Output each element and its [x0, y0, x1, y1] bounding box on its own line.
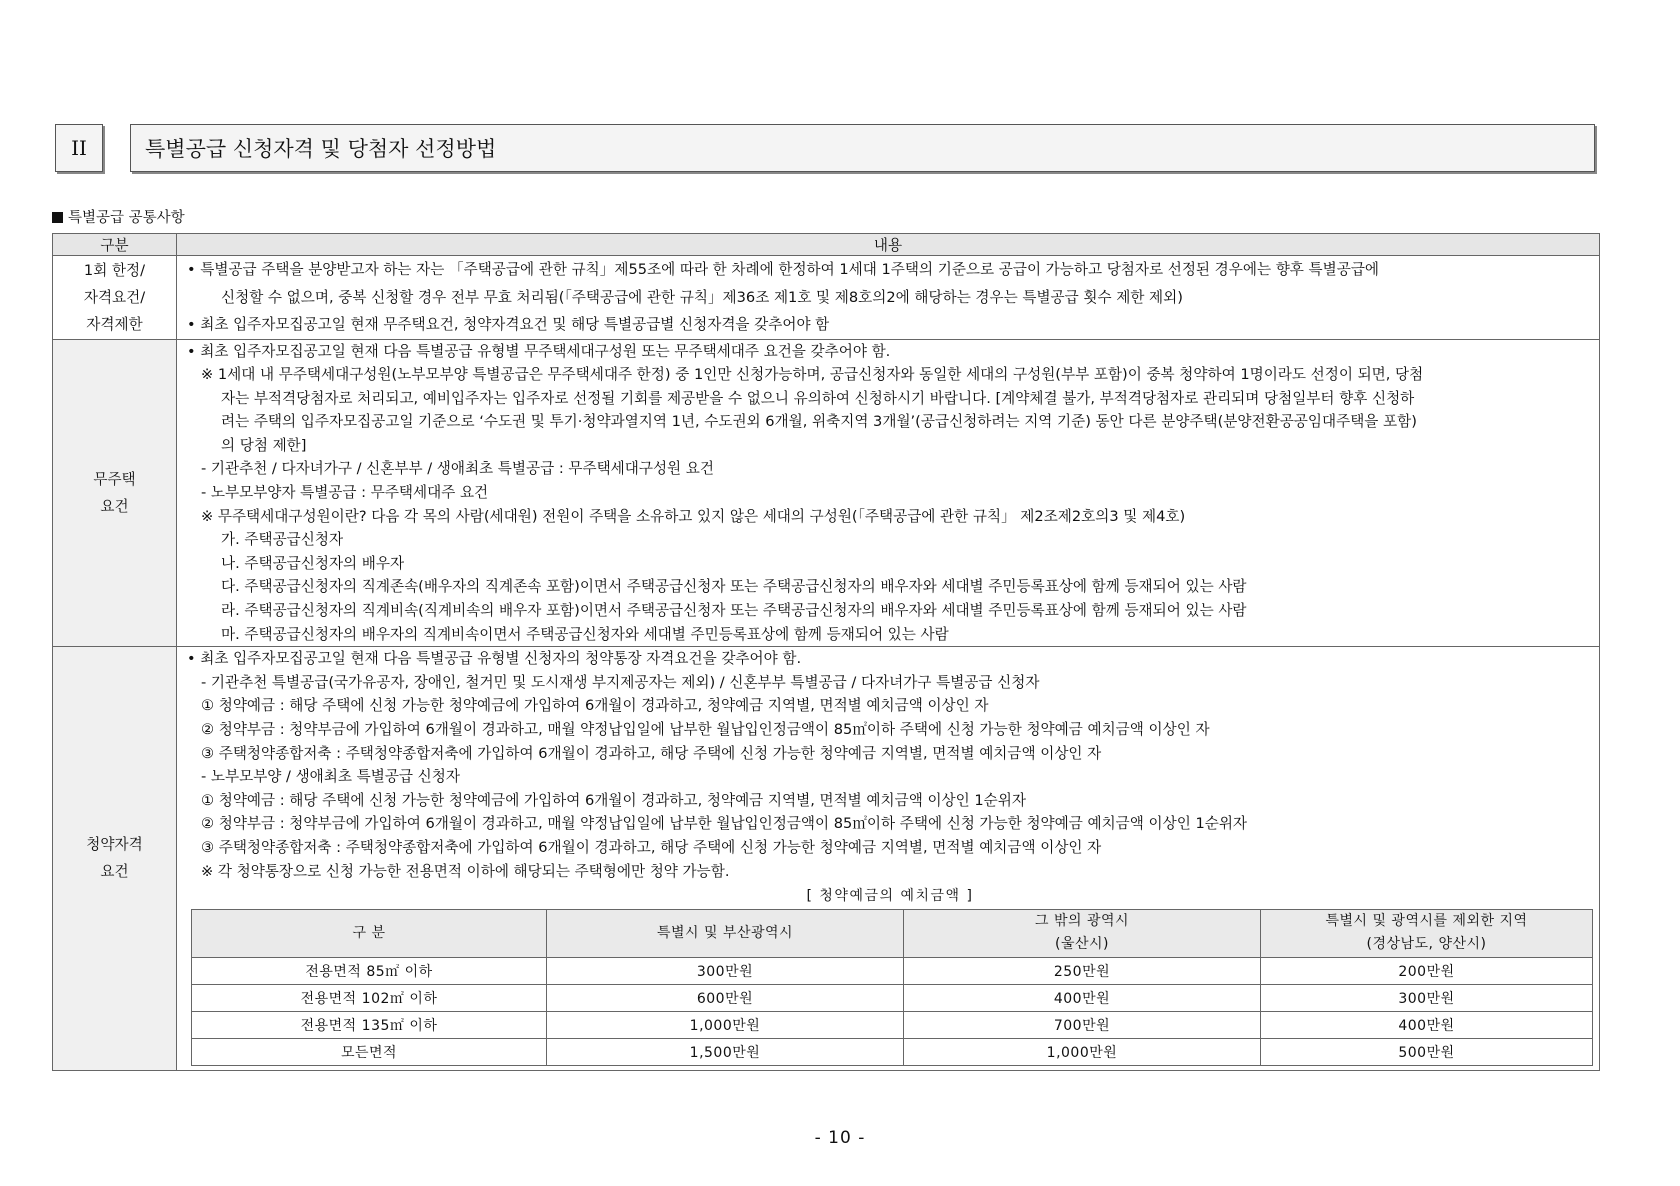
- content-line: ① 청약예금 : 해당 주택에 신청 가능한 청약예금에 가입하여 6개월이 경과하고, 청약예금 지역별, 면적별 예치금액 이상인 자: [201, 697, 989, 715]
- deposit-col-header: [1261, 909, 1593, 957]
- content-line: ② 청약부금 : 청약부금에 가입하여 6개월이 경과하고, 매월 약정납입일에 납부한 월납입인정금액이 85㎡이하 주택에 신청 가능한 청약예금 예치금액 이상인 자: [201, 721, 1210, 738]
- section-title: 특별공급 신청자격 및 당첨자 선정방법: [130, 124, 1595, 172]
- category-line: 1회 한정/: [83, 261, 146, 279]
- content-line: 의 당첨 제한]: [221, 436, 307, 454]
- subsection-label: [52, 206, 185, 227]
- content-line: - 노부모부양자 특별공급 : 무주택세대주 요건: [201, 484, 489, 502]
- content-line: 나. 주택공급신청자의 배우자: [221, 554, 405, 572]
- deposit-cell: 1,000만원: [547, 1011, 904, 1038]
- deposit-cell: 300만원: [547, 957, 904, 984]
- deposit-col-header: [192, 909, 547, 957]
- content-line: 라. 주택공급신청자의 직계비속(직계비속의 배우자 포함)이면서 주택공급신청자 또는 주택공급신청자의 배우자와 세대별 주민등록표상에 함께 등재되어 있는 사람: [221, 602, 1247, 620]
- content-line: • 특별공급 주택을 분양받고자 하는 자는 「주택공급에 관한 규칙」제55조에 따라 한 차례에 한정하여 1세대 1주택의 기준으로 공급이 가능하고 당첨자로 선정된 경우에는 향후 특별공급에: [187, 261, 1380, 278]
- deposit-cell: 모든면적: [192, 1038, 547, 1065]
- table-row-subscription: [53, 647, 1600, 1071]
- deposit-cell: 전용면적 85㎡ 이하: [192, 957, 547, 984]
- category-line: 요건: [100, 497, 129, 515]
- content-line: ※ 1세대 내 무주택세대구성원(노부모부양 특별공급은 무주택세대주 한정) 중 1인만 신청가능하며, 공급신청자와 동일한 세대의 구성원(부부 포함)이 중복 청약하여 1명이라도 선정이 되면, 당첨: [201, 366, 1424, 384]
- content-line: ③ 주택청약종합저축 : 주택청약종합저축에 가입하여 6개월이 경과하고, 해당 주택에 신청 가능한 청약예금 지역별, 면적별 예치금액 이상인 자: [201, 838, 1102, 856]
- deposit-col-header-text: 구 분: [352, 924, 386, 941]
- content-line: ※ 각 청약통장으로 신청 가능한 전용면적 이하에 해당되는 주택형에만 청약 가능함.: [201, 862, 730, 880]
- content-line: • 최초 입주자모집공고일 현재 다음 특별공급 유형별 무주택세대구성원 또는 무주택세대주 요건을 갖추어야 함.: [187, 342, 891, 360]
- deposit-table: [191, 909, 1593, 1066]
- deposit-col-header-text: 특별시 및 광역시를 제외한 지역: [1325, 913, 1528, 930]
- content-line: 신청할 수 없으며, 중복 신청할 경우 전부 무효 처리됨(「주택공급에 관한 규칙」제36조 제1호 및 제8호의2에 해당하는 경우는 특별공급 횟수 제한 제외): [221, 288, 1183, 306]
- content-line: 가. 주택공급신청자: [221, 531, 344, 549]
- content-line: - 기관추천 / 다자녀가구 / 신혼부부 / 생애최초 특별공급 : 무주택세대구성원 요건: [201, 460, 714, 478]
- content-line: • 최초 입주자모집공고일 현재 무주택요건, 청약자격요건 및 해당 특별공급별 신청자격을 갖추어야 함: [187, 316, 830, 333]
- deposit-col-header-text: 그 밖의 광역시: [1034, 913, 1130, 930]
- category-line: 요건: [100, 863, 129, 881]
- content-line: ① 청약예금 : 해당 주택에 신청 가능한 청약예금에 가입하여 6개월이 경과하고, 청약예금 지역별, 면적별 예치금액 이상인 1순위자: [201, 791, 1026, 809]
- content-line: ② 청약부금 : 청약부금에 가입하여 6개월이 경과하고, 매월 약정납입일에 납부한 월납입인정금액이 85㎡이하 주택에 신청 가능한 청약예금 예치금액 이상인 1순위자: [201, 815, 1248, 833]
- deposit-col-header: [904, 909, 1261, 957]
- requirements-table: [52, 233, 1600, 1071]
- deposit-cell: 전용면적 135㎡ 이하: [192, 1011, 547, 1038]
- deposit-cell: 250만원: [904, 957, 1261, 984]
- category-line: 무주택: [93, 470, 136, 488]
- row-content: [177, 256, 1600, 340]
- row-category: [53, 339, 177, 647]
- deposit-col-header-sub: (울산시): [1055, 936, 1109, 953]
- content-line: 려는 주택의 입주자모집공고일 기준으로 ‘수도권 및 투기·청약과열지역 1년, 수도권외 6개월, 위축지역 3개월’(공급신청하려는 지역 기준) 동안 다른 분양주택(분양전환공공임대주택을 포함): [221, 413, 1417, 431]
- deposit-cell: 400만원: [904, 984, 1261, 1011]
- deposit-row: [192, 957, 1593, 984]
- deposit-cell: 700만원: [904, 1011, 1261, 1038]
- row-content: [177, 647, 1600, 1071]
- section-number: II: [55, 124, 103, 172]
- subsection-label-text: 특별공급 공통사항: [68, 210, 185, 226]
- deposit-row: [192, 1011, 1593, 1038]
- content-line: - 기관추천 특별공급(국가유공자, 장애인, 철거민 및 도시재생 부지제공자는 제외) / 신혼부부 특별공급 / 다자녀가구 특별공급 신청자: [201, 673, 1040, 691]
- deposit-cell: 500만원: [1261, 1038, 1593, 1065]
- deposit-row: [192, 984, 1593, 1011]
- deposit-row: [192, 1038, 1593, 1065]
- content-line: • 최초 입주자모집공고일 현재 다음 특별공급 유형별 신청자의 청약통장 자격요건을 갖추어야 함.: [187, 650, 802, 668]
- content-line: 마. 주택공급신청자의 배우자의 직계비속이면서 주택공급신청자와 세대별 주민등록표상에 함께 등재되어 있는 사람: [221, 625, 949, 643]
- deposit-cell: 600만원: [547, 984, 904, 1011]
- row-category: [53, 647, 177, 1071]
- deposit-table-title: [ 청약예금의 예치금액 ]: [806, 888, 974, 905]
- row-category: [53, 256, 177, 340]
- table-row-homeless: [53, 339, 1600, 647]
- square-bullet-icon: [52, 212, 63, 223]
- deposit-col-header: [547, 909, 904, 957]
- deposit-col-header-sub: (경상남도, 양산시): [1366, 936, 1487, 953]
- deposit-cell: 200만원: [1261, 957, 1593, 984]
- table-row-limit: [53, 256, 1600, 340]
- section-header: [55, 124, 1600, 172]
- table-header-row: [53, 234, 1600, 256]
- deposit-cell: 1,000만원: [904, 1038, 1261, 1065]
- content-line: 다. 주택공급신청자의 직계존속(배우자의 직계존속 포함)이면서 주택공급신청자 또는 주택공급신청자의 배우자와 세대별 주민등록표상에 함께 등재되어 있는 사람: [221, 578, 1247, 596]
- deposit-cell: 300만원: [1261, 984, 1593, 1011]
- deposit-cell: 1,500만원: [547, 1038, 904, 1065]
- content-line: - 노부모부양 / 생애최초 특별공급 신청자: [201, 768, 460, 786]
- deposit-cell: 400만원: [1261, 1011, 1593, 1038]
- category-line: 자격요건/: [83, 288, 146, 306]
- page-number: - 10 -: [814, 1128, 866, 1148]
- deposit-header-row: [192, 909, 1593, 957]
- content-line: 자는 부적격당첨자로 처리되고, 예비입주자는 입주자로 선정될 기회를 제공받을 수 없으니 유의하여 신청하시기 바랍니다. [계약체결 불가, 부적격당첨자로 관리되며 당첨일부터 향후 신청하: [221, 389, 1415, 407]
- row-content: [177, 339, 1600, 647]
- col-header-content: 내용: [177, 234, 1600, 256]
- deposit-cell: 전용면적 102㎡ 이하: [192, 984, 547, 1011]
- content-line: ③ 주택청약종합저축 : 주택청약종합저축에 가입하여 6개월이 경과하고, 해당 주택에 신청 가능한 청약예금 지역별, 면적별 예치금액 이상인 자: [201, 744, 1102, 762]
- category-line: 자격제한: [86, 315, 143, 333]
- deposit-col-header-text: 특별시 및 부산광역시: [656, 924, 794, 941]
- col-header-category: 구분: [53, 234, 177, 256]
- category-line: 청약자격: [86, 836, 143, 854]
- content-line: ※ 무주택세대구성원이란? 다음 각 목의 사람(세대원) 전원이 주택을 소유하고 있지 않은 세대의 구성원(「주택공급에 관한 규칙」 제2조제2호의3 및 제4호): [201, 507, 1186, 525]
